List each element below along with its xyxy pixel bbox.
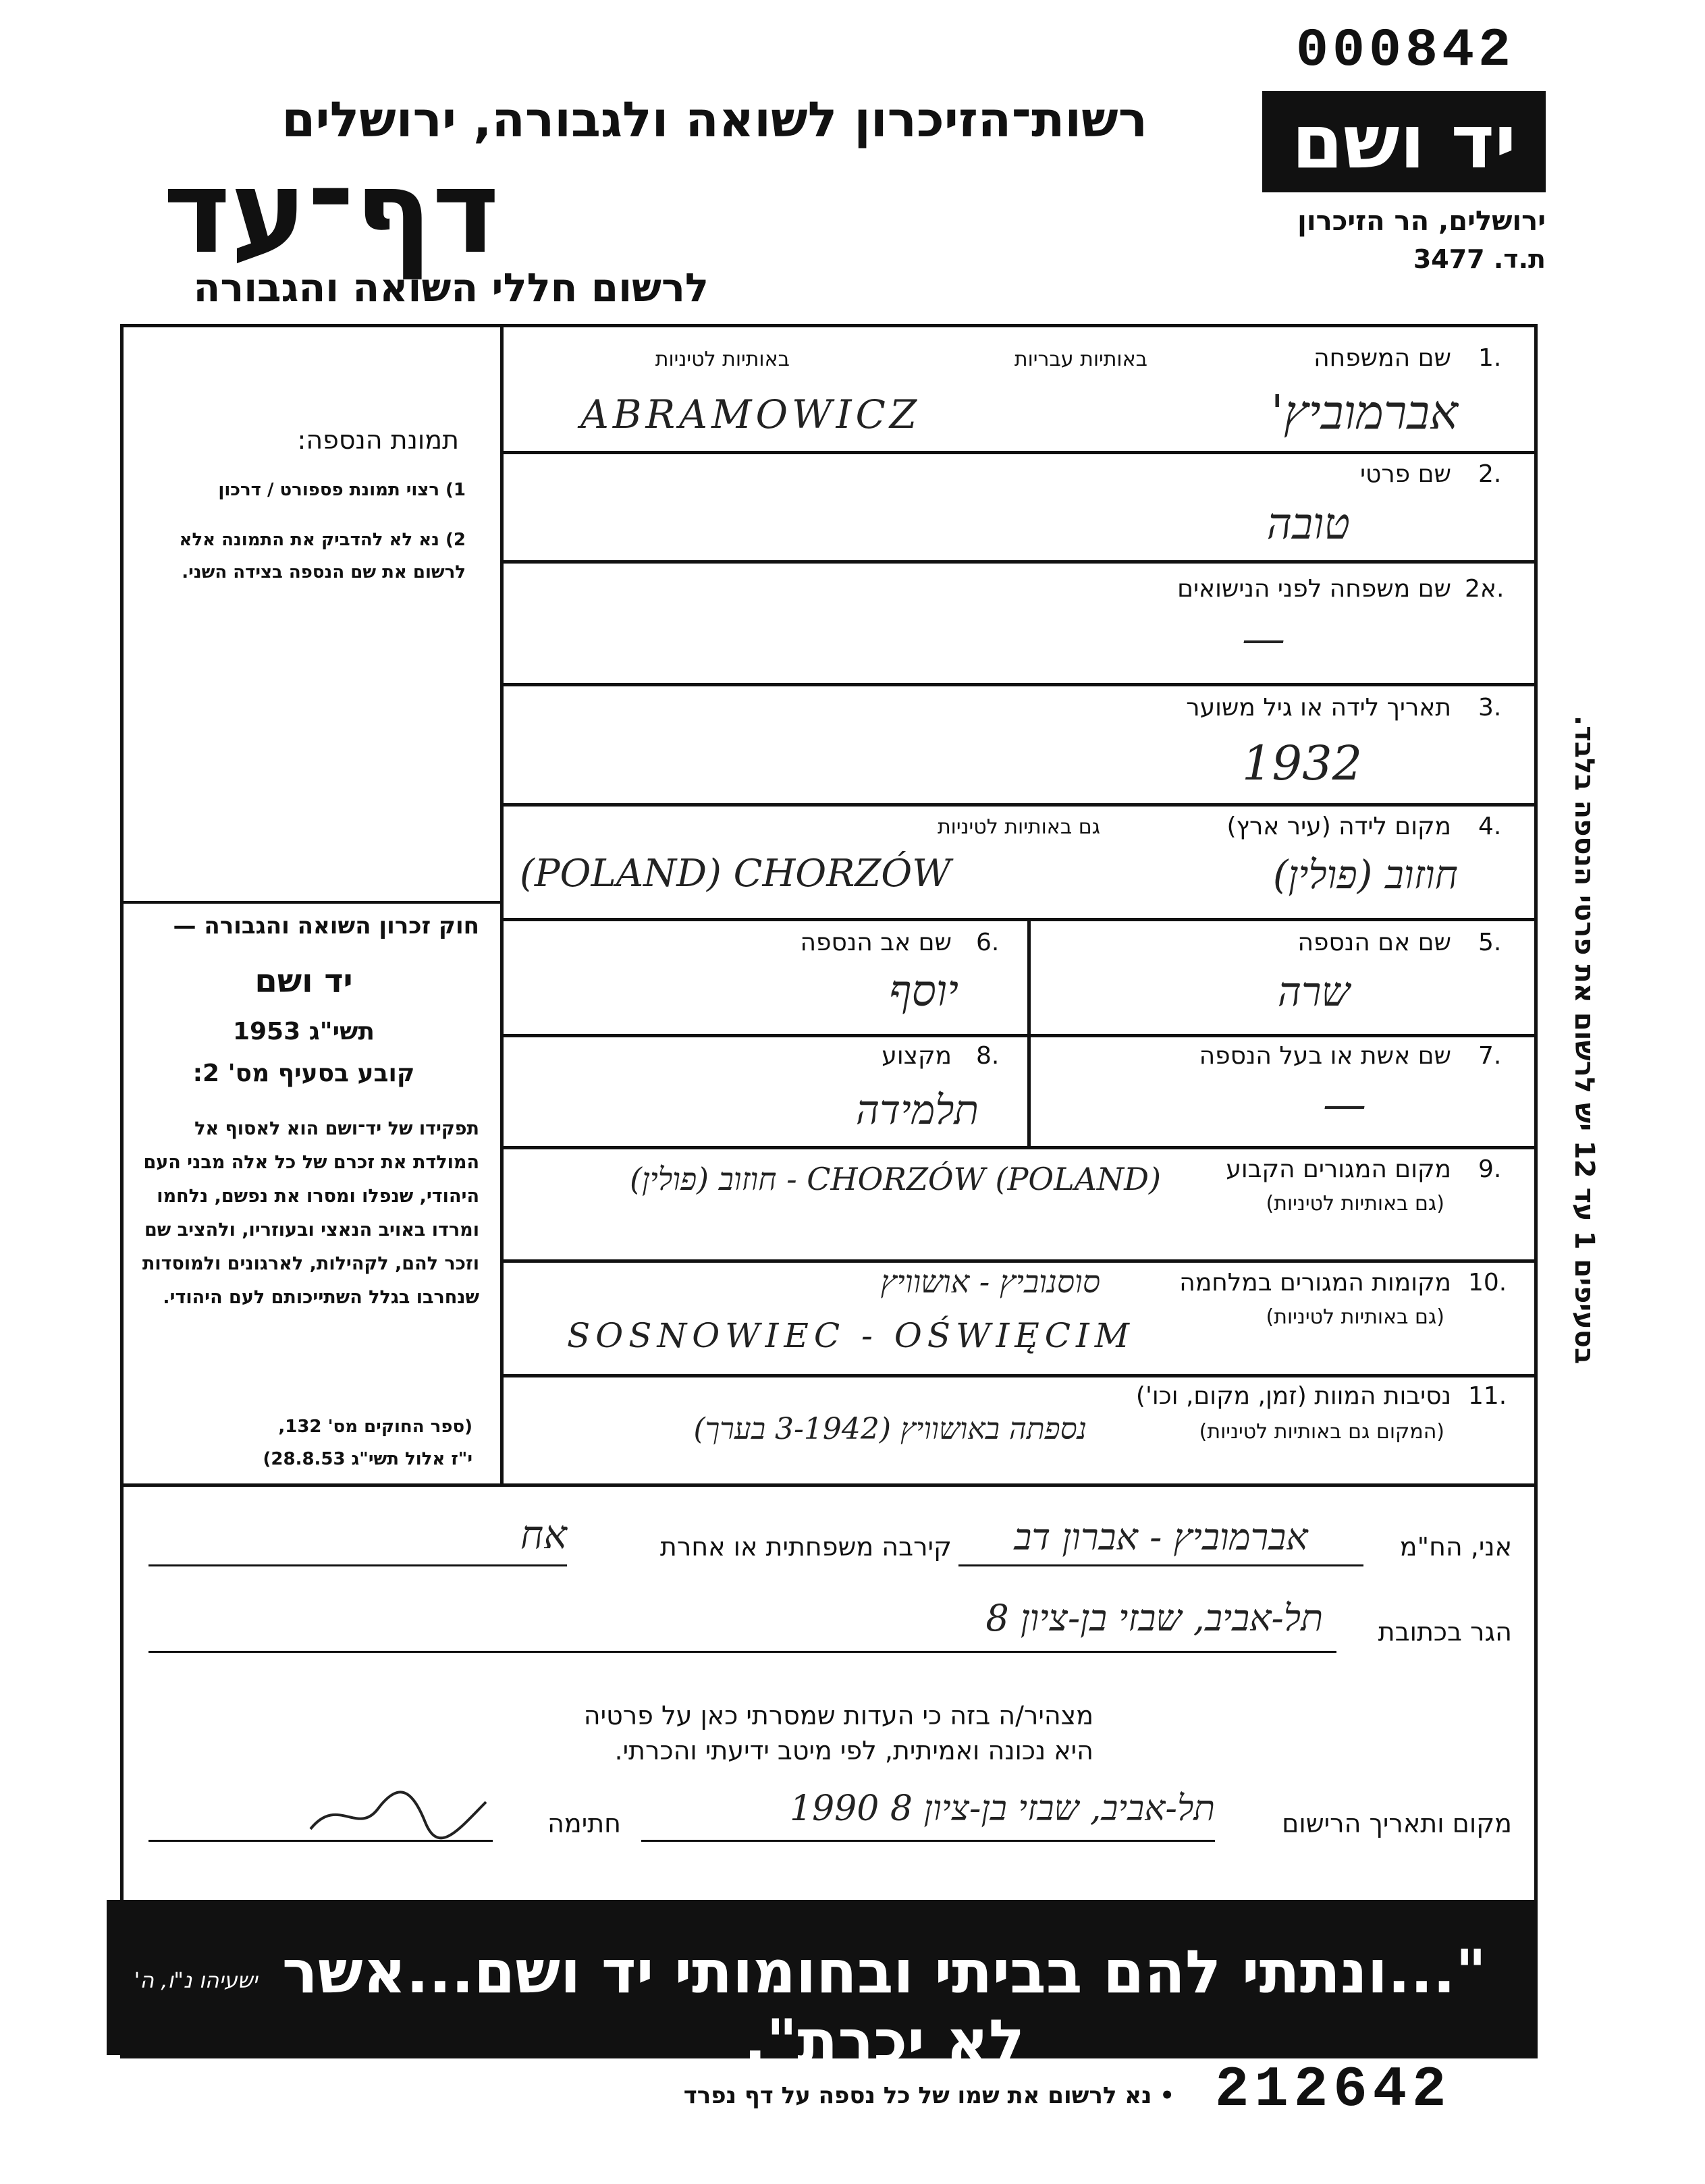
also-latin-note: (גם באותיות לטיניות) bbox=[1266, 1305, 1444, 1329]
side-note-text: בסעיפים 1 עד 12 יש לרשום את פרטי הנספה בלבד. bbox=[1569, 715, 1600, 1365]
relation-value: אח bbox=[520, 1512, 567, 1558]
signature bbox=[297, 1782, 499, 1842]
declarant-name-line bbox=[958, 1564, 1363, 1566]
death-circumstances-value: נספתה באושוויץ (3-1942 בערך) bbox=[693, 1412, 1087, 1446]
row-divider bbox=[504, 1259, 1538, 1263]
hebrew-letters-label: באותיות עבריות bbox=[1014, 348, 1147, 371]
serial-number-bottom: 212642 bbox=[1215, 2058, 1452, 2123]
spouse-name-label: שם אשת או בעל הנספה bbox=[1199, 1042, 1451, 1070]
wartime-residence-label: מקומות המגורים במלחמה bbox=[1179, 1269, 1451, 1296]
statement-line-1: מצהיר/ה בזה כי העדות שמסרתי כאן על פרטיה bbox=[583, 1701, 1093, 1730]
column-divider bbox=[1027, 918, 1031, 1146]
surname-label: שם המשפחה bbox=[1314, 344, 1451, 372]
spouse-name-value: — bbox=[1323, 1080, 1366, 1130]
side-note bbox=[1566, 715, 1606, 1390]
law-clause: קובע בסעיף מס' 2: bbox=[192, 1060, 415, 1087]
surname-hebrew-value: אברמוביץ' bbox=[1270, 385, 1458, 440]
address-label: הגר בכתובת bbox=[1378, 1617, 1512, 1647]
field-number: 10. bbox=[1468, 1269, 1507, 1296]
photo-note-1: 1) רצוי תמונת פספורט / דרכון bbox=[218, 480, 466, 500]
logo-address: ירושלים, הר הזיכרון bbox=[1297, 206, 1546, 237]
place-date-line bbox=[641, 1840, 1215, 1842]
field-number: 2א. bbox=[1465, 575, 1505, 603]
page-title: דף־עד bbox=[163, 146, 499, 279]
death-place-latin-note: (המקום גם באותיות לטיניות) bbox=[1199, 1420, 1444, 1444]
section-divider bbox=[120, 1483, 1538, 1487]
also-latin-label: גם באותיות לטיניות bbox=[937, 815, 1100, 839]
father-name-value: יוסף bbox=[889, 966, 958, 1016]
field-number: 7. bbox=[1478, 1042, 1502, 1070]
row-divider bbox=[504, 803, 1538, 807]
law-body: תפקידו של יד־ושם הוא לאסוף אל המולדת את זכרם של כל אלה מבני העם היהודי, שנפלו ומסרו את נפשם, נלחמו ומרדו באויב הנאצי ובעוזריו, ולהציב שם וזכר להם, לקהילות, לארגונים ולמוסדות שנחרבו בגלל השתייכותם לעם היהודי. bbox=[142, 1118, 479, 1308]
mother-name-value: שרה bbox=[1277, 968, 1350, 1016]
banner-quote: "...ונתתי להם בביתי ובחומותי יד ושם...אשר לא יכרת". bbox=[281, 1937, 1487, 2076]
birth-place-label: מקום לידה (עיר ארץ) bbox=[1226, 813, 1451, 840]
place-date-label: מקום ותאריך הרישום bbox=[1282, 1809, 1512, 1838]
first-name-value: טובה bbox=[1266, 499, 1350, 549]
permanent-residence-label: מקום המגורים הקבוע bbox=[1226, 1155, 1451, 1183]
law-reference: (ספר החוקים מס' 132, bbox=[278, 1417, 472, 1437]
mother-name-label: שם אם הנספה bbox=[1297, 929, 1451, 956]
wartime-residence-latin-value: SOSNOWIEC - OŚWIĘCIM bbox=[567, 1316, 1135, 1355]
authority-name: רשות־הזיכרון לשואה ולגבורה, ירושלים bbox=[281, 91, 1147, 148]
birth-place-hebrew-value: חוזוב (פולין) bbox=[1272, 852, 1458, 898]
row-divider bbox=[504, 451, 1538, 454]
field-number: 2. bbox=[1478, 460, 1502, 488]
field-number: 6. bbox=[976, 929, 1000, 956]
birth-date-label: תאריך לידה או גיל משוער bbox=[1186, 694, 1451, 721]
serial-number-top: 000842 bbox=[1296, 20, 1515, 82]
birth-place-latin-value: (POLAND) CHORZÓW bbox=[520, 852, 951, 896]
field-number: 9. bbox=[1478, 1155, 1502, 1183]
row-divider bbox=[504, 683, 1538, 686]
photo-note-2: 2) נא לא להדביק את התמונה אלא לרשום את שם הנספה בצידה השני. bbox=[179, 530, 466, 582]
also-latin-note: (גם באותיות לטיניות) bbox=[1266, 1192, 1444, 1216]
field-number: 5. bbox=[1478, 929, 1502, 956]
law-year: תשי"ג 1953 bbox=[232, 1018, 375, 1045]
logo-pobox: ת.ד. 3477 bbox=[1413, 244, 1546, 274]
left-column-divider bbox=[120, 901, 504, 904]
field-number: 8. bbox=[976, 1042, 1000, 1070]
profession-value: תלמידה bbox=[855, 1087, 979, 1134]
maiden-name-value: — bbox=[1242, 614, 1285, 664]
law-title: חוק זכרון השואה והגבורה — bbox=[173, 912, 479, 939]
row-divider bbox=[504, 560, 1538, 564]
yad-vashem-logo: יד ושם bbox=[1262, 91, 1546, 192]
declarant-name-value: אברמוביץ - אברון דב bbox=[1014, 1516, 1308, 1558]
birth-date-value: 1932 bbox=[1242, 736, 1363, 791]
maiden-name-label: שם משפחה לפני הנישואים bbox=[1177, 575, 1451, 603]
death-circumstances-label: נסיבות המוות (זמן, מקום, וכו') bbox=[1135, 1382, 1451, 1410]
first-name-label: שם פרטי bbox=[1359, 460, 1451, 488]
address-value: תל-אביב, שבזי בן-ציון 8 bbox=[985, 1597, 1323, 1639]
row-divider bbox=[504, 918, 1538, 921]
profession-label: מקצוע bbox=[882, 1042, 952, 1070]
law-name: יד ושם bbox=[254, 962, 353, 1000]
page-subtitle: לרשום חללי השואה והגבורה bbox=[193, 265, 709, 310]
declarant-label: אני, הח"מ bbox=[1399, 1532, 1512, 1562]
field-number: 3. bbox=[1478, 694, 1502, 721]
relation-label: קירבה משפחתית או אחרת bbox=[659, 1532, 952, 1562]
permanent-residence-value: (POLAND) CHORZÓW - חוזוב (פולין) bbox=[630, 1161, 1161, 1197]
relation-line bbox=[148, 1564, 567, 1566]
latin-letters-label: באותיות לטיניות bbox=[655, 348, 790, 371]
field-number: 4. bbox=[1478, 813, 1502, 840]
signature-line bbox=[148, 1840, 493, 1842]
wartime-residence-hebrew-value: סוסנוביץ - אושוויץ bbox=[880, 1263, 1100, 1300]
father-name-label: שם אב הנספה bbox=[800, 929, 952, 956]
place-date-value: תל-אביב, שבזי בן-ציון 8 1990 bbox=[790, 1789, 1215, 1829]
banner-reference: ישעיהו נ"ו, ה' bbox=[134, 1967, 258, 1993]
field-number: 11. bbox=[1468, 1382, 1507, 1410]
row-divider bbox=[504, 1034, 1538, 1037]
photo-section-title: תמונת הנספה: bbox=[297, 425, 459, 455]
address-line bbox=[148, 1651, 1336, 1653]
bottom-note: • נא לרשום את שמו של כל נספה על דף נפרד bbox=[683, 2082, 1174, 2109]
statement-line-2: היא נכונה ואמיתית, לפי מיטב ידיעתי והכרתי. bbox=[614, 1736, 1093, 1766]
signature-label: חתימה bbox=[547, 1809, 621, 1838]
row-divider bbox=[504, 1374, 1538, 1377]
row-divider bbox=[504, 1146, 1538, 1149]
surname-latin-value: ABRAMOWICZ bbox=[580, 391, 921, 437]
law-reference-date: י"ז אלול תשי"ג 28.8.53) bbox=[263, 1449, 472, 1469]
field-number: 1. bbox=[1478, 344, 1502, 372]
